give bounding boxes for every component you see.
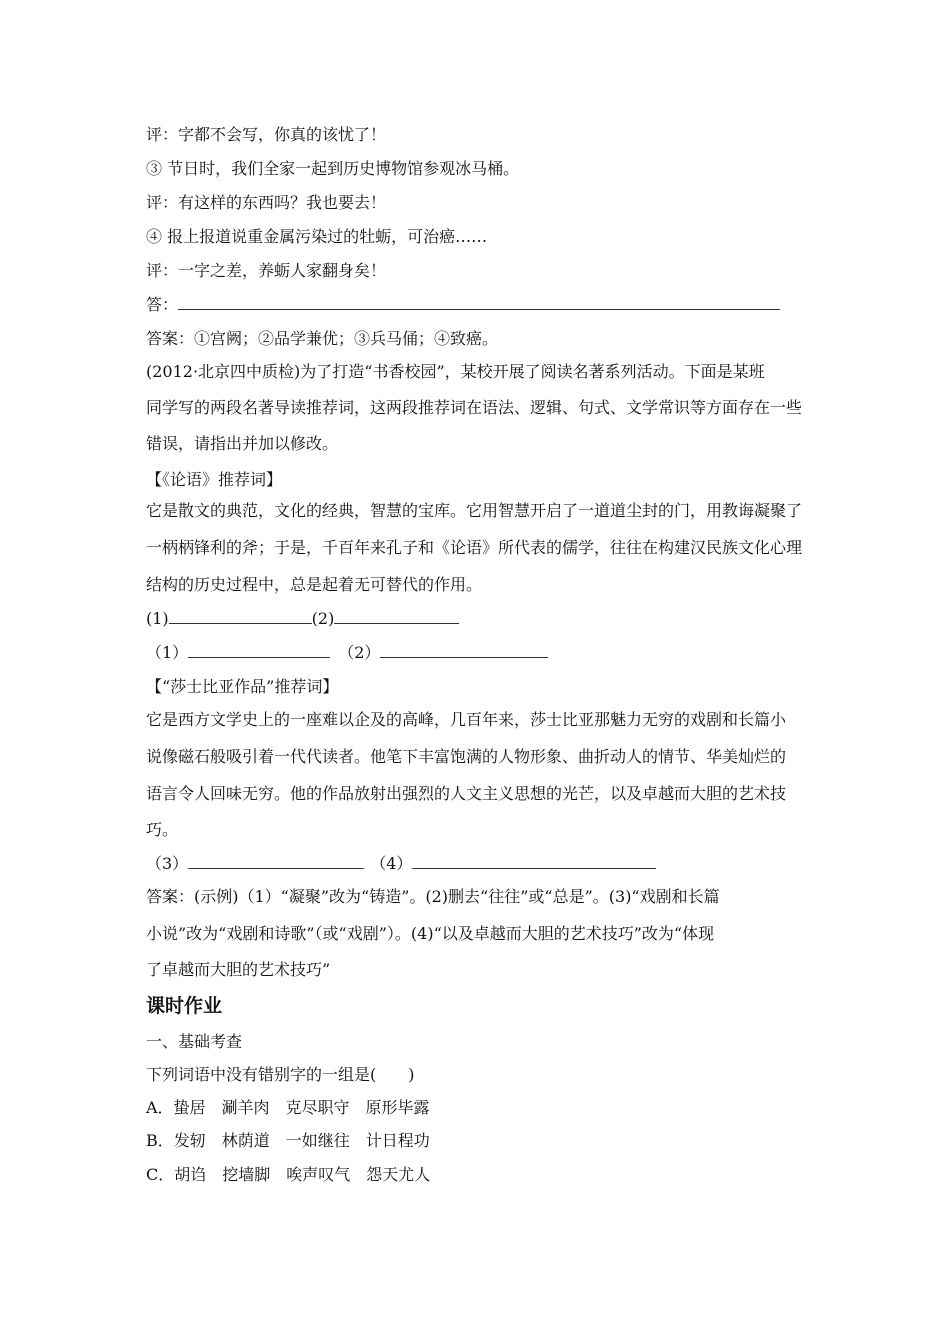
- comment-line-4: 评：一字之差，养蛎人家翻身矣！: [146, 261, 387, 280]
- example-4: ④ 报上报道说重金属污染过的牡蛎，可治癌……: [146, 227, 488, 246]
- example-3: ③ 节日时，我们全家一起到历史博物馆参观冰马桶。: [146, 159, 520, 178]
- comment-line-3: 评：有这样的东西吗？我也要去！: [146, 193, 387, 212]
- shakespeare-paragraph-3: 语言令人回味无穷。他的作品放射出强烈的人文主义思想的光芒，以及卓越而大胆的艺术技: [146, 784, 787, 803]
- question-intro-2: 同学写的两段名著导读推荐词，这两段推荐词在语法、逻辑、句式、文学常识等方面存在一些: [146, 398, 803, 417]
- answer-blank-1b[interactable]: [188, 642, 330, 658]
- answer-key-2-line-2: 小说”改为“戏剧和诗歌”（或“戏剧”）。(4)“以及卓越而大胆的艺术技巧”改为“体现: [146, 924, 715, 943]
- answer-key-2-line-1: 答案：(示例)（1）“凝聚”改为“铸造”。(2)删去“往往”或“总是”。(3)“戏剧和长篇: [146, 887, 720, 906]
- blank-label-1: (1): [146, 609, 169, 628]
- lunyu-paragraph-2: 一柄柄锋利的斧；于是，千百年来孔子和《论语》所代表的儒学，往往在构建汉民族文化心理: [146, 538, 803, 557]
- blank-row-3: [146, 853, 836, 875]
- answer-key-1: 答案：①宫阙；②品学兼优；③兵马俑；④致癌。: [146, 329, 499, 348]
- option-c: C．胡诌 挖墙脚 唉声叹气 怨天尤人: [146, 1165, 431, 1184]
- blank-label-4: （4）: [370, 854, 413, 873]
- blank-label-3: （3）: [146, 854, 189, 873]
- option-b: B．发轫 林荫道 一如继往 计日程功: [146, 1131, 430, 1150]
- shakespeare-paragraph-1: 它是西方文学史上的一座难以企及的高峰，几百年来，莎士比亚那魅力无穷的戏剧和长篇小: [146, 710, 787, 729]
- answer-blank[interactable]: [178, 294, 780, 310]
- blank-label-1b: （1）: [146, 643, 189, 662]
- subsection-basic: 一、基础考查: [146, 1032, 243, 1051]
- section-heading-shakespeare: 【“莎士比亚作品”推荐词】: [146, 677, 339, 696]
- question-intro-3: 错误，请指出并加以修改。: [146, 434, 339, 453]
- blank-label-2: (2): [311, 609, 335, 628]
- answer-blank-1[interactable]: [169, 608, 312, 624]
- answer-key-2-line-3: 了卓越而大胆的艺术技巧”: [146, 960, 331, 979]
- answer-blank-4[interactable]: [412, 853, 656, 869]
- comment-line-1: 评：字都不会写，你真的该忧了！: [146, 125, 387, 144]
- lunyu-paragraph-3: 结构的历史过程中，总是起着无可替代的作用。: [146, 575, 483, 594]
- lunyu-paragraph-1: 它是散文的典范，文化的经典，智慧的宝库。它用智慧开启了一道道尘封的门，用教诲凝聚了: [146, 501, 803, 520]
- question-intro-1: (2012·北京四中质检)为了打造“书香校园”，某校开展了阅读名著系列活动。下面是某班: [146, 362, 765, 381]
- homework-heading: 课时作业: [146, 995, 223, 1017]
- answer-blank-2b[interactable]: [380, 642, 548, 658]
- blank-row-2: [146, 642, 836, 664]
- answer-blank-2[interactable]: [334, 608, 459, 624]
- section-heading-lunyu: 【《论语》推荐词】: [146, 470, 283, 489]
- option-a: A．蛰居 涮羊肉 克尽职守 原形毕露: [146, 1098, 430, 1117]
- blank-label-2b: （2）: [338, 643, 381, 662]
- question-stem: 下列词语中没有错别字的一组是( ): [146, 1065, 415, 1084]
- answer-blank-3[interactable]: [188, 853, 364, 869]
- answer-prompt: [146, 294, 836, 316]
- shakespeare-paragraph-4: 巧。: [146, 820, 179, 839]
- blank-row-1: [146, 608, 836, 630]
- shakespeare-paragraph-2: 说像磁石般吸引着一代代读者。他笔下丰富饱满的人物形象、曲折动人的情节、华美灿烂的: [146, 747, 787, 766]
- answer-label: 答：: [146, 295, 179, 314]
